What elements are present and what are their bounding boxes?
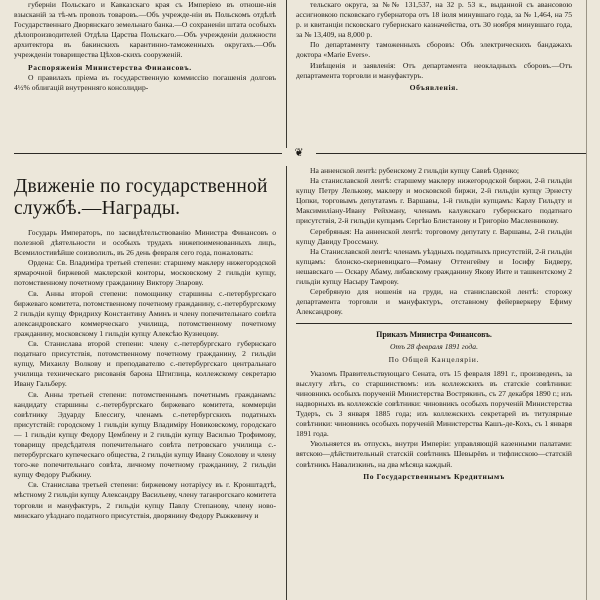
leave-notice: Увольняется въ отпускъ, внутри Имперіи: управляющій казенными палатами: вятскою—дѣйствительный статскій совѣтникъ Шевырёвъ и тифлисскою—статскій совѣтникъ Навализкинъ, на два мѣсяца каждый. [296,439,572,469]
ministry-orders-header: Распоряженія Министерства Финансовъ. [28,62,192,72]
credit-section-header: По Государственнымъ Кредитнымъ [363,471,505,481]
divider-line-left [14,153,282,154]
article-intro: Государь Императоръ, по засвидѣтельствованію Министра Финансовъ о полезной дѣятельности и особыхъ трудахъ нижепоименованныхъ лицъ, Всемилостивѣйше соизволилъ, въ 26 день февраля сего года, пожаловать: [14,228,276,258]
awards-right-column [296,166,572,484]
order-subtitle: По Общей Канцеляріи. [388,354,480,364]
award-stanislav-neck: На станиславской лентѣ: старшему маклеру нижегородской биржи, 2-й гильдіи купцу Петру Лелькову, маклеру и московской биржи, 2-й гильдіи купцу Эрнесту Цопки, торговымъ депутатамъ г. Варшавы, 1-й гильдіи купцамъ: Карлу Гильдту и Максимиліану-Ивану Рейхману, членамъ калужскаго губернскаго податнаго присутствія, 2-й гильдіи купцамъ Сергѣю Блистанову и Григорію Масленникову. [296,176,572,226]
order-separator [296,323,572,324]
article-title: Движеніе по государственной службѣ.—Награды. [14,176,268,219]
top-right-paragraph: тельскаго округа, за №№ 131,537, на 32 р. 53 к., выданной съ авансовою ассигновкою псковскаго губернатора отъ 18 іюля минувшаго года, за № 1,464, на 75 р. и квитанціи псковскаго губернскаго казначейства, отъ 30 ноября минувшаго года, за № 13,409, на 8,000 р. [296,0,572,40]
award-anna-2: Св. Анны второй степени: помощнику старшины с.-петербургскаго биржеваго комитета, потомственному почетному гражданину, с.-петербургскому 2 гильдіи купцу Фридриху Константину Аминъ и члену попечительнаго совѣта александровскаго коммерческаго училища, потомственному почетному гражданину, московскому 1 гильдіи купцу Алексѣю Кузнецову. [14,288,276,338]
award-vladimir: Ордена: Св. Владиміра третьей степени: старшему маклеру нижегородской ярмарочной биржевой маклерской конторы, московскому 2 гильдіи купцу, потомственному почетному гражданину Виктору Эларову. [14,258,276,288]
award-stanislav-neck-2: На Станиславской лентѣ: членамъ уѣздныхъ податныхъ присутствій, 2-й гильдіи купцамъ: блонско-скерневицкаго—Роману Оттенгейму и Іосифу Бидверу, нешавскаго — Оскару Абаму, либавскому гражданину Якову Инте и ташкентскому 2 гильдіи купцу Насыру Тамрову. [296,246,572,287]
award-anna-neck: На анненской лентѣ: рубенскому 2 гильдіи купцу Саввѣ Оденко; [310,166,519,175]
top-right-column [296,0,572,95]
column-rule-bottom [286,166,287,600]
award-silver-chest: Серебряную для ношенія на груди, на станиславской лентѣ: сторожу департамента торговли и мануфактуръ, отставному фейерверкеру Ефиму Александрову. [296,287,572,317]
award-stanislav-3: Св. Станислава третьей степени: биржевому нотаріусу въ г. Кронштадтѣ, мѣстному 2 гильдіи купцу Александру Васильеву, члену таганрогскаго комитета торговли и мануфактуръ, 2 гильдіи купцу Павлу Степанову, члену ново-минскаго уѣзднаго податного присутствія, дворянину Федору Рыжкевичу и [14,480,276,520]
top-left-paragraph: губерніи Польскаго и Кавказскаго края съ Имперіею въ отноше-нія взысканій за тѣ-мъ провозъ товаровъ.—Объ учрежде-ніи въ Польскомъ отдѣлѣ Государственнаго Дворянскаго земельнаго банка.—О сохраненіи штата особыхъ дѣлопроизводителей Отдѣла Царства Польскаго.—Объ учрежденіи должности архитектора въ бакинскихъ карантинно-таможенныхъ округахъ.—Объ учрежденіи товарищества Цѣхов-скихъ сооруженій. [14,0,276,60]
section-divider [14,146,586,160]
top-left-paragraph-2: О правилахъ пріема въ государственную коммиссію погашенія долговъ 4½% облигацій внутренняго консолидир- [14,72,276,92]
order-date: Отъ 28 февраля 1891 года. [390,341,478,351]
ads-header: Объявленія. [409,82,459,92]
award-silver: Серебряныя: На анненской лентѣ: торговому депутату г. Варшавы, 2-й гильдіи купцу Давиду Гроссману. [296,226,572,246]
senate-decree: Указомъ Правительствующаго Сената, отъ 15 февраля 1891 г., произведенъ, за выслугу лѣтъ, со старшинствомъ: изъ коллежскихъ въ статскіе совѣтники: чиновникъ особыхъ порученій Министерства Вострякинъ, съ 27 декабря 1890 г.; изъ надворныхъ въ коллежскіе совѣтники: чиновникъ особыхъ порученій Министерства Тудеръ, съ 3 января 1885 года; изъ коллежскихъ секретарей въ титулярные совѣтники: чиновникъ особыхъ порученій Министерства Кашъ-де-Кохъ, съ 1 января 1891 года. [296,368,572,439]
award-stanislav-2: Св. Станислава второй степени: члену с.-петербургскаго губернскаго податнаго присутствія, потомственному почетному гражданину, 2 гильдіи купцу, Михаилу Волкову и преподавателю с.-петербургскаго центральнаго училища техническаго рисованія барона Штиглица, коллежскому секретарю Ивану Гальберу. [14,339,276,389]
article-column [14,172,276,521]
award-anna-3: Св. Анны третьей степени: потомственнымъ почетнымъ гражданамъ: кандидату старшины с.-петербургскаго биржеваго комитета, коммерціи совѣтнику Эдуарду Блессигу, членамъ с.-петербургскихъ податныхъ присутствій: городскому 1 гильдіи купцу Владиміру Новиковскому, городскаго — 1 гильдіи купцу Федору Цемблену и 2 гильдіи купцу Василью Трофимову, товарищу предсѣдателя попечительнаго совѣта петровскаго училища с.-петербургскаго купеческаго общества, 2 гильдіи купцу Ивану Соколову и члену того-же попечительнаго совѣта, личному почетному гражданину, 2 гильдіи купцу Федору Рыбкину. [14,389,276,480]
notices-paragraph: Извѣщенія и заявленія: Отъ департамента неокладныхъ сборовъ.—Отъ департамента торговли и мануфактуръ. [296,60,572,80]
order-title: Приказъ Министра Финансовъ. [376,330,492,340]
top-left-column [14,0,276,93]
divider-line-right [316,153,586,154]
customs-paragraph: По департаменту таможенныхъ сборовъ: Объ электрическихъ бандажахъ доктора «Marie Evers». [296,40,572,60]
page-edge-rule [586,0,587,600]
column-rule-top [286,0,287,148]
ornament-icon: ❦ [294,147,304,159]
